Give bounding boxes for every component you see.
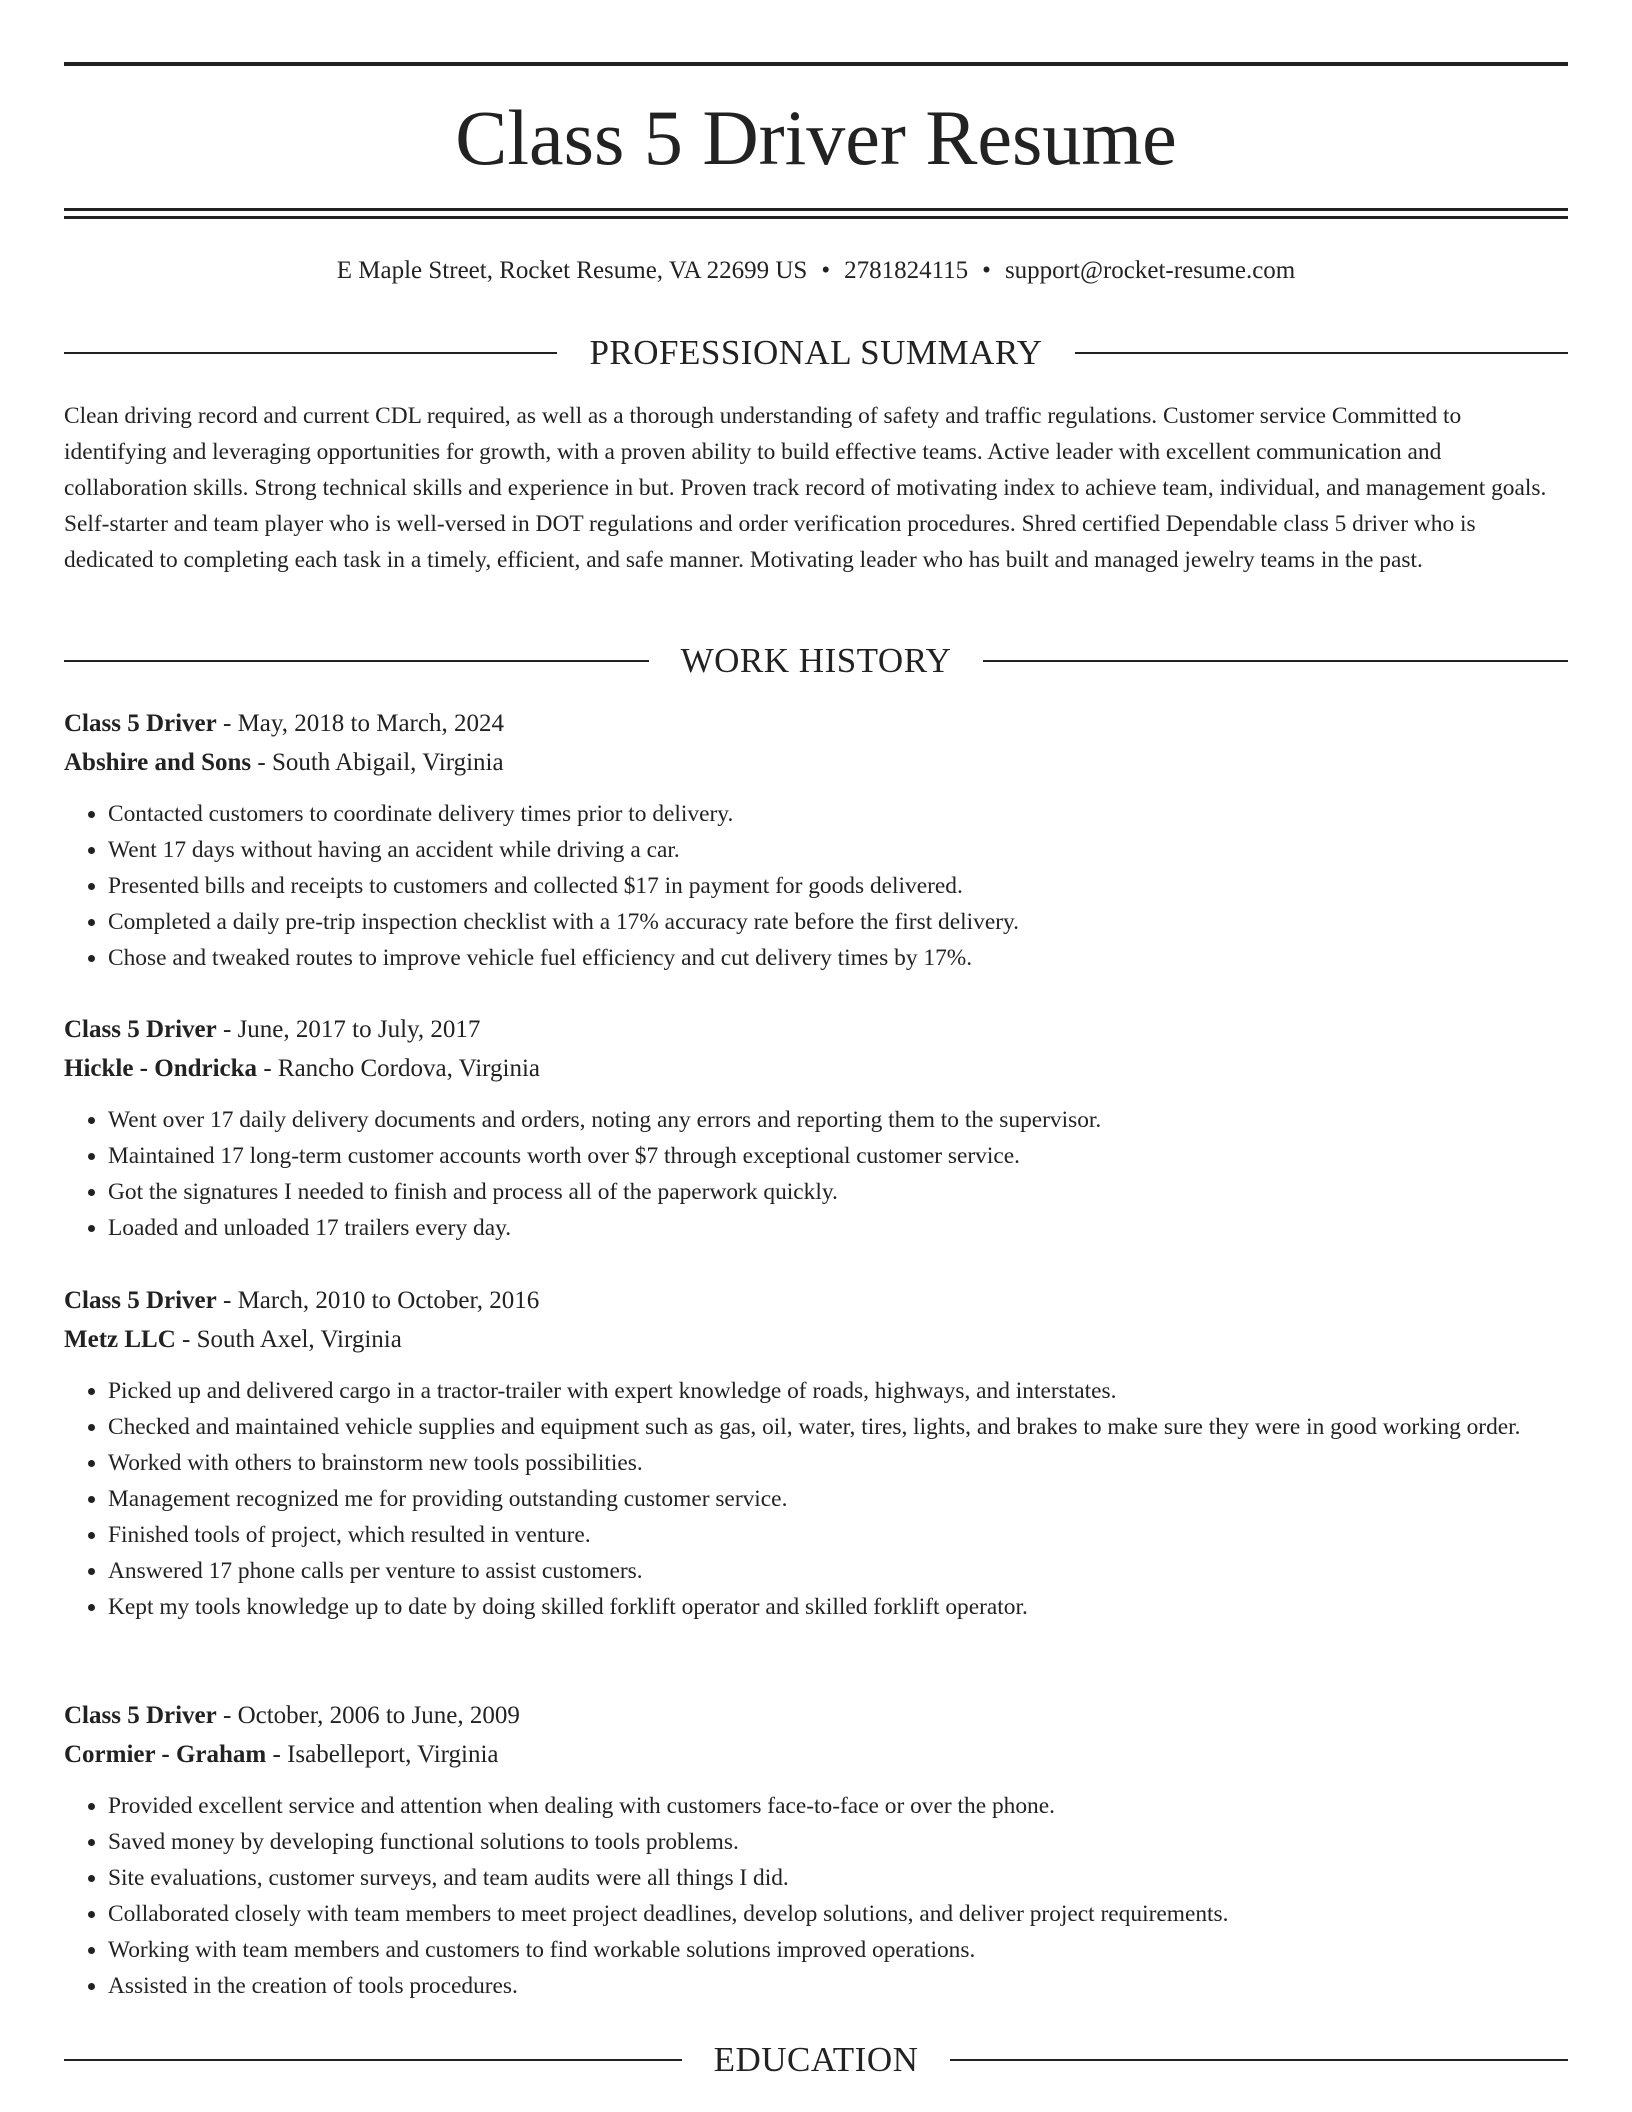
- list-item: • Chose and tweaked routes to improve vehicle fuel efficiency and cut delivery times by 17%.: [108, 940, 1568, 976]
- contact-separator: •: [821, 257, 831, 284]
- section-title: WORK HISTORY: [680, 641, 952, 680]
- list-item: • Contacted customers to coordinate delivery times prior to delivery.: [108, 796, 1568, 832]
- job-location: - Isabelleport, Virginia: [266, 1741, 499, 1768]
- section-rule-right: [950, 2059, 1568, 2061]
- job-title-line: [64, 1697, 1568, 1735]
- list-item: • Answered 17 phone calls per venture to assist customers.: [108, 1553, 1568, 1589]
- job-entry: [64, 1697, 1568, 2004]
- job-company: Abshire and Sons: [64, 749, 252, 776]
- job-title-line: [64, 705, 1568, 743]
- section-rule-left: [64, 352, 557, 354]
- summary-text: Clean driving record and current CDL required, as well as a thorough understanding of safety and traffic regulations. Customer service Committed to identifying and leveraging opportunities for growth, with a proven ability to build effective teams. Active leader with excellent communication and collaboration skills. Strong technical skills and experience in but. Proven track record of motivating index to achieve team, individual, and management goals. Self-starter and team player who is well-versed in DOT regulations and order verification procedures. Shred certified Dependable class 5 driver who is dedicated to completing each task in a timely, efficient, and safe manner. Motivating leader who has built and managed jewelry teams in the past.: [64, 403, 1547, 573]
- section-title: PROFESSIONAL SUMMARY: [589, 333, 1043, 372]
- header-bottom-rule: [64, 208, 1568, 211]
- job-entry: [64, 1011, 1568, 1246]
- list-item: • Presented bills and receipts to customers and collected $17 in payment for goods delivered.: [108, 868, 1568, 904]
- list-item: • Kept my tools knowledge up to date by doing skilled forklift operator and skilled forklift operator.: [108, 1589, 1568, 1625]
- job-entry: [64, 1282, 1568, 1625]
- job-bullets: [64, 1788, 1568, 2004]
- job-title-line: [64, 1011, 1568, 1049]
- job-role: Class 5 Driver: [64, 1287, 217, 1314]
- job-company-line: [64, 744, 1568, 782]
- job-title-line: [64, 1282, 1568, 1320]
- job-dates: - June, 2017 to July, 2017: [216, 1016, 481, 1043]
- list-item: • Assisted in the creation of tools procedures.: [108, 1968, 1568, 2004]
- list-item: • Went 17 days without having an accident while driving a car.: [108, 832, 1568, 868]
- section-rule-left: [64, 660, 649, 662]
- header-bottom-rule-inner: [64, 216, 1568, 219]
- job-company-line: [64, 1050, 1568, 1088]
- list-item: • Management recognized me for providing outstanding customer service.: [108, 1481, 1568, 1517]
- job-company: Hickle - Ondricka: [64, 1055, 258, 1082]
- list-item: • Site evaluations, customer surveys, and team audits were all things I did.: [108, 1860, 1568, 1896]
- contact-separator: •: [982, 257, 991, 284]
- job-entry: [64, 705, 1568, 976]
- section-heading-work: [64, 639, 1568, 683]
- list-item: • Loaded and unloaded 17 trailers every day.: [108, 1210, 1568, 1246]
- job-company-line: [64, 1321, 1568, 1359]
- job-company: Metz LLC: [64, 1326, 176, 1353]
- section-rule-right: [983, 660, 1568, 662]
- section-heading-summary: [64, 331, 1568, 375]
- job-bullets: [64, 796, 1568, 976]
- job-location: - Rancho Cordova, Virginia: [257, 1055, 541, 1082]
- job-dates: - May, 2018 to March, 2024: [216, 710, 504, 737]
- list-item: • Maintained 17 long-term customer accounts worth over $7 through exceptional customer service.: [108, 1138, 1568, 1174]
- job-bullets: [64, 1102, 1568, 1246]
- section-heading-education: [64, 2038, 1568, 2082]
- list-item: • Worked with others to brainstorm new tools possibilities.: [108, 1445, 1568, 1481]
- contact-line: [64, 254, 1568, 288]
- list-item: • Collaborated closely with team members to meet project deadlines, develop solutions, and deliver project requirements.: [108, 1896, 1568, 1932]
- section-rule-right: [1075, 352, 1568, 354]
- section-title: EDUCATION: [713, 2040, 919, 2079]
- list-item: • Finished tools of project, which resulted in venture.: [108, 1517, 1568, 1553]
- job-location: - South Axel, Virginia: [175, 1326, 402, 1353]
- job-role: Class 5 Driver: [64, 1016, 217, 1043]
- list-item: • Went over 17 daily delivery documents and orders, noting any errors and reporting them to the supervisor.: [108, 1102, 1568, 1138]
- job-role: Class 5 Driver: [64, 710, 217, 737]
- header-top-rule: [64, 62, 1568, 66]
- contact-phone: 2781824115: [844, 257, 969, 284]
- job-company: Cormier - Graham: [64, 1741, 267, 1768]
- job-role: Class 5 Driver: [64, 1702, 217, 1729]
- contact-email[interactable]: support@rocket-resume.com: [1004, 257, 1296, 284]
- job-dates: - October, 2006 to June, 2009: [216, 1702, 520, 1729]
- job-bullets: [64, 1373, 1568, 1625]
- job-company-line: [64, 1736, 1568, 1774]
- list-item: • Provided excellent service and attention when dealing with customers face-to-face or over the phone.: [108, 1788, 1568, 1824]
- job-location: - South Abigail, Virginia: [251, 749, 504, 776]
- list-item: • Working with team members and customers to find workable solutions improved operations.: [108, 1932, 1568, 1968]
- list-item: • Got the signatures I needed to finish and process all of the paperwork quickly.: [108, 1174, 1568, 1210]
- page-title: Class 5 Driver Resume: [455, 94, 1177, 181]
- job-dates: - March, 2010 to October, 2016: [216, 1287, 540, 1314]
- section-rule-left: [64, 2059, 682, 2061]
- list-item: • Completed a daily pre-trip inspection checklist with a 17% accuracy rate before the first delivery.: [108, 904, 1568, 940]
- list-item: • Saved money by developing functional solutions to tools problems.: [108, 1824, 1568, 1860]
- contact-address: E Maple Street, Rocket Resume, VA 22699 US: [336, 257, 808, 284]
- list-item: • Checked and maintained vehicle supplies and equipment such as gas, oil, water, tires, lights, and brakes to make sure they were in good working order.: [108, 1409, 1568, 1445]
- list-item: • Picked up and delivered cargo in a tractor-trailer with expert knowledge of roads, highways, and interstates.: [108, 1373, 1568, 1409]
